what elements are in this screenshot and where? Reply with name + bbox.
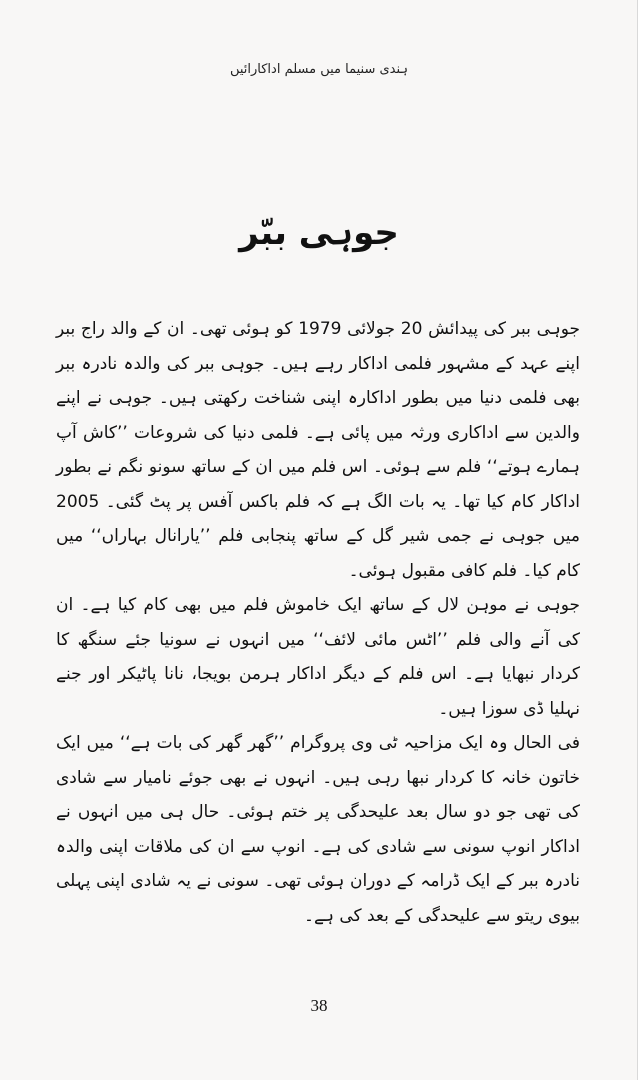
paragraph-1: جوہی ببر کی پیدائش 20 جولائی 1979 کو ہوئی تھی۔ ان کے والد راج ببر اپنے عہد کے مشہور فلمی اداکار رہے ہیں۔ جوہی ببر کی والدہ نادرہ ببر بھی فلمی دنیا میں بطور اداکارہ اپنی شناخت رکھتی ہیں۔ جوہی نے اپنے والدین سے اداکاری ورثہ میں پائی ہے۔ فلمی دنیا کی شروعات ’’کاش آپ ہمارے ہوتے‘‘ فلم سے ہوئی۔ اس فلم میں ان کے ساتھ سونو نگم نے بطور اداکار کام کیا تھا۔ یہ بات الگ ہے کہ فلم باکس آفس پر پٹ گئی۔ 2005 میں جوہی نے جمی شیر گل کے ساتھ پنجابی فلم ’’یارانال بہاراں‘‘ میں کام کیا۔ فلم کافی مقبول ہوئی۔ bbox=[56, 319, 580, 581]
paragraph-2: جوہی نے موہن لال کے ساتھ ایک خاموش فلم میں بھی کام کیا ہے۔ ان کی آنے والی فلم ’’اٹس مائی لائف‘‘ میں انہوں نے سونیا جئے سنگھ کا کردار نبھایا ہے۔ اس فلم کے دیگر اداکار ہرمن بویجا، نانا پاٹیکر اور جنے نہلیا ڈی سوزا ہیں۔ bbox=[56, 595, 580, 719]
running-head: ہندی سنیما میں مسلم اداکارائیں bbox=[229, 62, 409, 77]
paragraph-3: فی الحال وہ ایک مزاحیہ ٹی وی پروگرام ’’گھر گھر کی بات ہے‘‘ میں ایک خاتون خانہ کا کردار نبھا رہی ہیں۔ انہوں نے بھی جوئے نامیار سے شادی کی تھی جو دو سال بعد علیحدگی پر ختم ہوئی۔ حال ہی میں انہوں نے اداکار انوپ سونی سے شادی کی ہے۔ انوپ سے ان کی ملاقات اپنی والدہ نادرہ ببر کے ایک ڈرامہ کے دوران ہوئی تھی۔ سونی نے یہ شادی اپنی پہلی بیوی ریتو سے علیحدگی کے بعد کی ہے۔ bbox=[56, 733, 580, 926]
body-text bbox=[56, 312, 580, 933]
chapter-title: جوہی ببّر bbox=[239, 213, 399, 253]
page-number: 38 bbox=[310, 996, 328, 1015]
